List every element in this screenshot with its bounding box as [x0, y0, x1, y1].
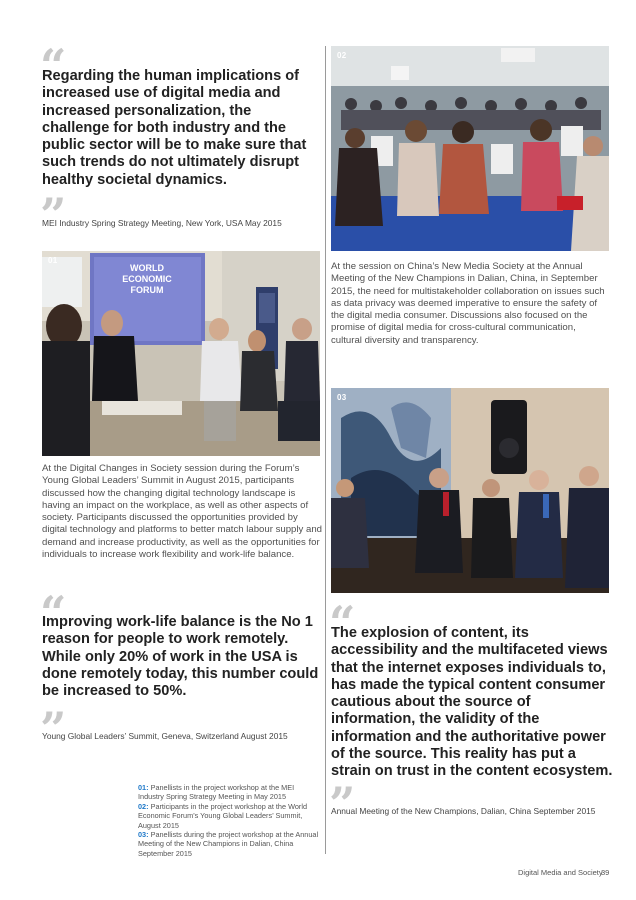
svg-text:ECONOMIC: ECONOMIC: [122, 274, 172, 284]
open-quote-icon: “: [40, 46, 67, 76]
legend-number: 02:: [138, 801, 149, 811]
legend-text: Panellists in the project workshop at the MEI Industry Spring Strategy Meeting in May 2015: [138, 783, 295, 802]
photo-legend: [138, 783, 320, 858]
photo-02-audience: [331, 46, 609, 251]
legend-number: 01:: [138, 783, 149, 792]
photo-03-panel-dalian: [331, 388, 609, 593]
open-quote-icon: “: [329, 603, 356, 633]
quote-1-attribution: MEI Industry Spring Strategy Meeting, New York, USA May 2015: [42, 218, 282, 228]
legend-text: Panellists during the project workshop at the Annual Meeting of the New Champions in Dalian, China September 2015: [138, 830, 319, 858]
legend-item-03: [138, 830, 320, 858]
photo-02-caption: At the session on China’s New Media Society at the Annual Meeting of the New Champions in Dalian, China, in September 2015, the need for multistakeholder collaboration on issues such as data privacy was deemed imperative to ensure the safety of the digital media consumer. Discussions also focused on the promise of digital media for cross-cultural communication, cultural diversity and transparency.: [331, 261, 605, 346]
photo-02-illustration: [331, 46, 609, 251]
svg-text:FORUM: FORUM: [130, 285, 164, 295]
photo-03-illustration: [331, 388, 609, 593]
quote-2-attribution: Young Global Leaders’ Summit, Geneva, Switzerland August 2015: [42, 731, 288, 741]
quote-3-attribution: Annual Meeting of the New Champions, Dalian, China September 2015: [331, 806, 596, 816]
legend-number: 03:: [138, 830, 149, 840]
legend-item-01: [138, 783, 320, 802]
photo-01-panel-discussion: [42, 251, 320, 456]
photo-01-caption: At the Digital Changes in Society session during the Forum’s Young Global Leaders’ Summit in August 2015, participants discussed how the changing digital technology landscape is having an impact on the workplace, as well as other aspects of society. Participants discussed the opportunities provided by digital technology and platforms to better match labour supply and demand and increase productivity, as well as the opportunities for individuals to increase work flexibility and work-life balance.: [42, 463, 322, 561]
close-quote-icon: ”: [329, 784, 356, 814]
page-number: 39: [601, 868, 610, 877]
legend-item-02: [138, 802, 320, 830]
photo-01-illustration: [42, 251, 320, 456]
photo-02-label: 02: [337, 51, 347, 60]
close-quote-icon: ”: [40, 195, 67, 225]
pull-quote-2: Improving work-life balance is the No 1 reason for people to work remotely. While only 20% of work in the USA is done remotely today, this number could be increased to 50%.: [42, 614, 319, 700]
open-quote-icon: “: [40, 593, 67, 623]
close-quote-icon: ”: [40, 709, 67, 739]
photo-01-label: 01: [48, 256, 58, 265]
photo-03-label: 03: [337, 393, 347, 402]
pull-quote-1: Regarding the human implications of increased use of digital media and increased personalization, the challenge for both industry and the public sector will be to make sure that such trends do not ultimately disrupt healthy societal dynamics.: [42, 68, 307, 188]
column-divider: [325, 46, 326, 854]
legend-text: Participants in the project workshop at the World Economic Forum’s Young Global Leaders’ Summit, August 2015: [138, 801, 307, 830]
footer-title: Digital Media and Society: [518, 868, 603, 877]
pull-quote-3: The explosion of content, its accessibility and the multifaceted views that the internet exposes individuals to, has made the typical content consumer cautious about the source of information, the validity of the information and the authoritative power of the source. This reality has put a strain on trust in the content ecosystem.: [331, 625, 613, 780]
svg-text:WORLD: WORLD: [130, 263, 164, 273]
